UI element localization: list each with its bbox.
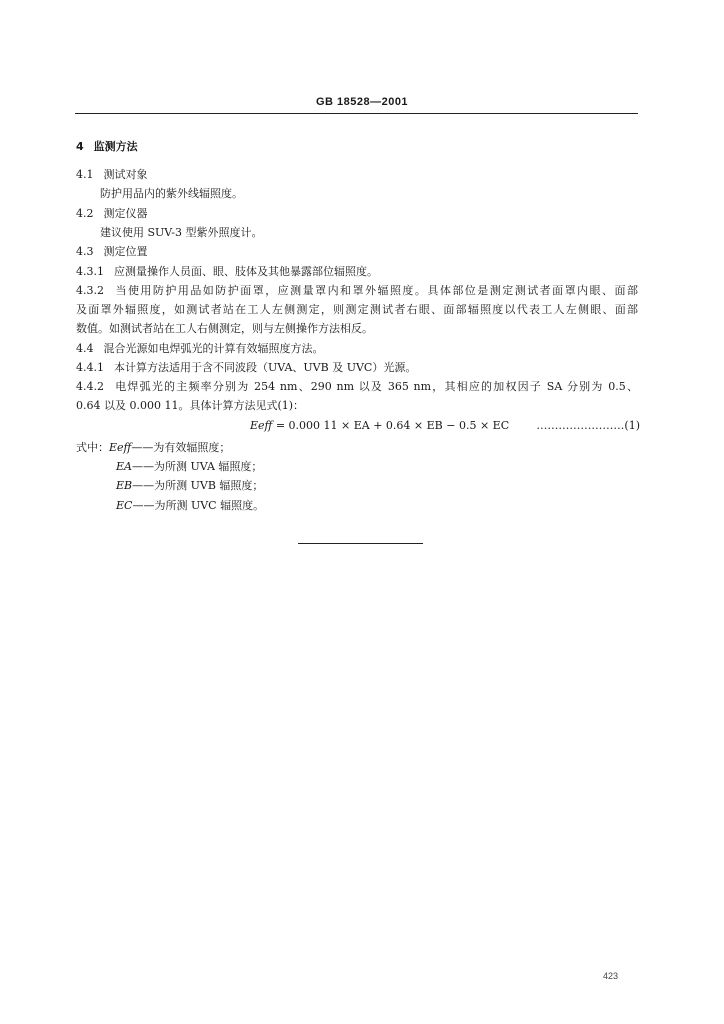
definition-symbol: Eeff <box>109 441 132 454</box>
section-4-2-body: 建议使用 SUV-3 型紫外照度计。 <box>100 226 263 239</box>
section-number: 4.4 <box>76 342 94 355</box>
standard-code-header: GB 18528—2001 <box>315 96 409 108</box>
section-title: 测定仪器 <box>103 207 148 220</box>
section-4-4-2-line-2: 0.64 以及 0.000 11。具体计算方法见式(1)： <box>76 399 305 412</box>
section-number: 4.1 <box>76 168 94 181</box>
definition-symbol: EB <box>116 479 133 492</box>
section-title: 测试对象 <box>103 168 148 181</box>
section-4-4-2-line-1 <box>76 380 638 394</box>
section-4-3-2-line-3: 数值。如测试者站在工人右侧测定，则与左侧操作方法相反。 <box>76 322 373 335</box>
section-number: 4.4.1 <box>76 361 104 374</box>
section-number: 4 <box>76 140 84 153</box>
section-4-1-body: 防护用品内的紫外线辐照度。 <box>100 187 243 200</box>
definition-eeff: 式中：Eeff——为有效辐照度； <box>76 441 231 454</box>
definition-ea: EA——为所测 UVA 辐照度； <box>116 460 263 473</box>
section-title: 混合光源如电焊弧光的计算有效辐照度方法。 <box>103 342 324 355</box>
section-number: 4.4.2 <box>76 380 104 393</box>
section-4-3-1 <box>76 265 378 279</box>
section-4-4-1 <box>76 361 416 375</box>
definition-symbol: EC <box>116 499 133 512</box>
section-number: 4.2 <box>76 207 94 220</box>
formula-number: (1) <box>624 419 640 432</box>
section-4-3-2-line-2: 及面罩外辐照度，如测试者站在工人左侧测定，则测定测试者右眼、面部辐照度以代表工人左侧眼、面部 <box>76 303 638 316</box>
section-number: 4.3 <box>76 245 94 258</box>
formula-expression <box>250 419 509 433</box>
section-number: 4.3.2 <box>76 284 104 297</box>
definition-text: 为有效辐照度； <box>153 441 231 454</box>
section-title: 监测方法 <box>93 140 138 153</box>
section-text: 应测量操作人员面、眼、肢体及其他暴露部位辐照度。 <box>114 265 378 278</box>
section-text: 电焊弧光的主频率分别为 254 nm、290 nm 以及 365 nm，其相应的加权因子 SA 分别为 0.5、 <box>114 380 638 393</box>
section-4-2-heading <box>76 207 148 221</box>
section-4-heading <box>76 140 138 154</box>
definition-symbol: EA <box>116 460 132 473</box>
definition-text: 为所测 UVB 辐照度； <box>154 479 264 492</box>
section-4-4-heading <box>76 342 324 356</box>
definition-eb: EB——为所测 UVB 辐照度； <box>116 479 264 492</box>
section-number: 4.3.1 <box>76 265 104 278</box>
definition-text: 为所测 UVA 辐照度； <box>153 460 263 473</box>
formula-leader-and-number <box>536 419 640 433</box>
section-title: 测定位置 <box>103 245 148 258</box>
header-rule <box>75 113 638 114</box>
formula-leader-dots: …………………… <box>536 419 625 432</box>
formula-lhs: Eeff <box>250 419 273 432</box>
end-of-standard-rule <box>298 543 423 544</box>
section-4-3-heading <box>76 245 148 259</box>
formula-rhs: = 0.000 11 × EA + 0.64 × EB − 0.5 × EC <box>275 419 510 432</box>
section-4-3-2-line-1 <box>76 284 638 298</box>
definition-ec: EC——为所测 UVC 辐照度。 <box>116 499 265 512</box>
definition-text: 为所测 UVC 辐照度。 <box>154 499 265 512</box>
definitions-intro: 式中： <box>76 441 109 454</box>
page-number: 423 <box>603 971 619 981</box>
section-text: 本计算方法适用于含不同波段（UVA、UVB 及 UVC）光源。 <box>114 361 417 374</box>
section-text: 当使用防护用品如防护面罩，应测量罩内和罩外辐照度。具体部位是测定测试者面罩内眼、面部 <box>114 284 638 297</box>
section-4-1-heading <box>76 168 148 182</box>
